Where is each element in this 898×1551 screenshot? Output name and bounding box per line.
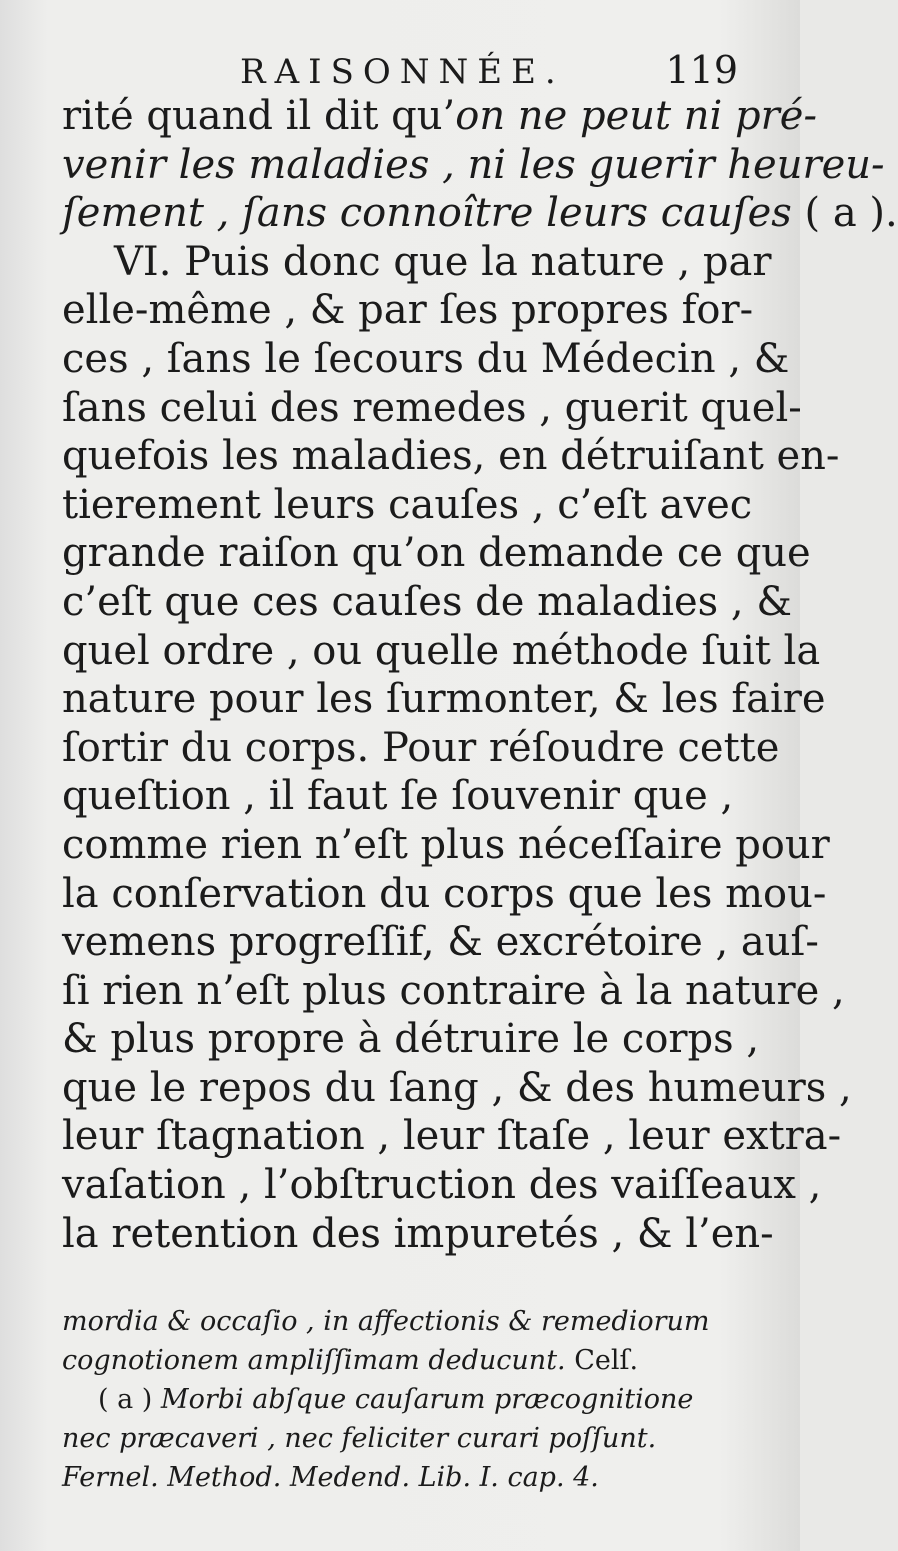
italic-quote: ſement , ſans connoître leurs cauſes	[62, 190, 792, 237]
text-line	[62, 189, 898, 238]
footnote-source: Celſ.	[565, 1345, 639, 1376]
text-line: ces , ſans le ſecours du Médecin , &	[62, 335, 790, 382]
footnote-line	[62, 1341, 752, 1380]
text-line: ſortir du corps. Pour réſoudre cette	[62, 724, 780, 771]
text-line: elle-même , & par ſes propres for-	[62, 287, 754, 334]
text-line: nature pour les ſurmonter, & les faire	[62, 676, 826, 723]
text-line: quefois les maladies, en détruiſant en-	[62, 433, 840, 480]
footnotes	[62, 1302, 752, 1497]
text-line: c’eſt que ces cauſes de maladies , &	[62, 578, 792, 625]
footnote-italic: Morbi abſque cauſarum præcognitione	[160, 1384, 694, 1415]
text-line: tierement leurs cauſes , c’eſt avec	[62, 481, 753, 528]
text-span: rité quand il dit qu’	[62, 93, 456, 139]
text-line: queſtion , il faut ſe ſouvenir que ,	[62, 773, 734, 820]
footnote-ref: ( a ).	[791, 190, 898, 237]
footnote-italic: cognotionem ampliſſimam deducunt.	[62, 1345, 566, 1376]
text-line: vaſation , l’obſtruction des vaiſſeaux ,	[62, 1162, 822, 1209]
text-line: ſi rien n’eſt plus contraire à la nature ,	[62, 967, 845, 1014]
footnote-line: mordia & occaſio , in affectionis & remediorum	[62, 1306, 710, 1337]
footnote-citation: Fernel. Method. Medend. Lib. I. cap. 4.	[62, 1462, 599, 1493]
text-line: comme rien n’eſt plus néceſſaire pour	[62, 821, 830, 868]
text-line: grande raiſon qu’on demande ce que	[62, 530, 811, 577]
running-title: RAISONNÉE.	[240, 52, 565, 92]
page-number: 119	[665, 48, 738, 92]
text-line	[62, 92, 817, 141]
text-line: venir les maladies , ni les guerir heureu-	[62, 141, 885, 188]
text-line: & plus propre à détruire le corps ,	[62, 1016, 760, 1063]
footnote-line: nec præcaveri , nec feliciter curari poſſunt.	[62, 1423, 657, 1454]
paragraph-start: VI. Puis donc que la nature , par	[114, 238, 772, 285]
footnote-a	[62, 1380, 752, 1419]
text-line: quel ordre , ou quelle méthode ſuit la	[62, 627, 821, 674]
footnote-marker: ( a )	[98, 1384, 161, 1415]
body-text	[62, 92, 898, 1258]
text-line: la retention des impuretés , & l’en-	[62, 1210, 774, 1257]
page-header	[60, 44, 738, 94]
text-line: la conſervation du corps que les mou-	[62, 870, 827, 917]
text-line: ſans celui des remedes , guerit quel-	[62, 384, 802, 431]
text-line: leur ſtagnation , leur ſtaſe , leur extra-	[62, 1113, 842, 1160]
text-line: que le repos du ſang , & des humeurs ,	[62, 1064, 852, 1111]
italic-quote: on ne peut ni pré-	[455, 93, 817, 139]
text-line: vemens progreſſif, & excrétoire , auſ-	[62, 919, 819, 966]
